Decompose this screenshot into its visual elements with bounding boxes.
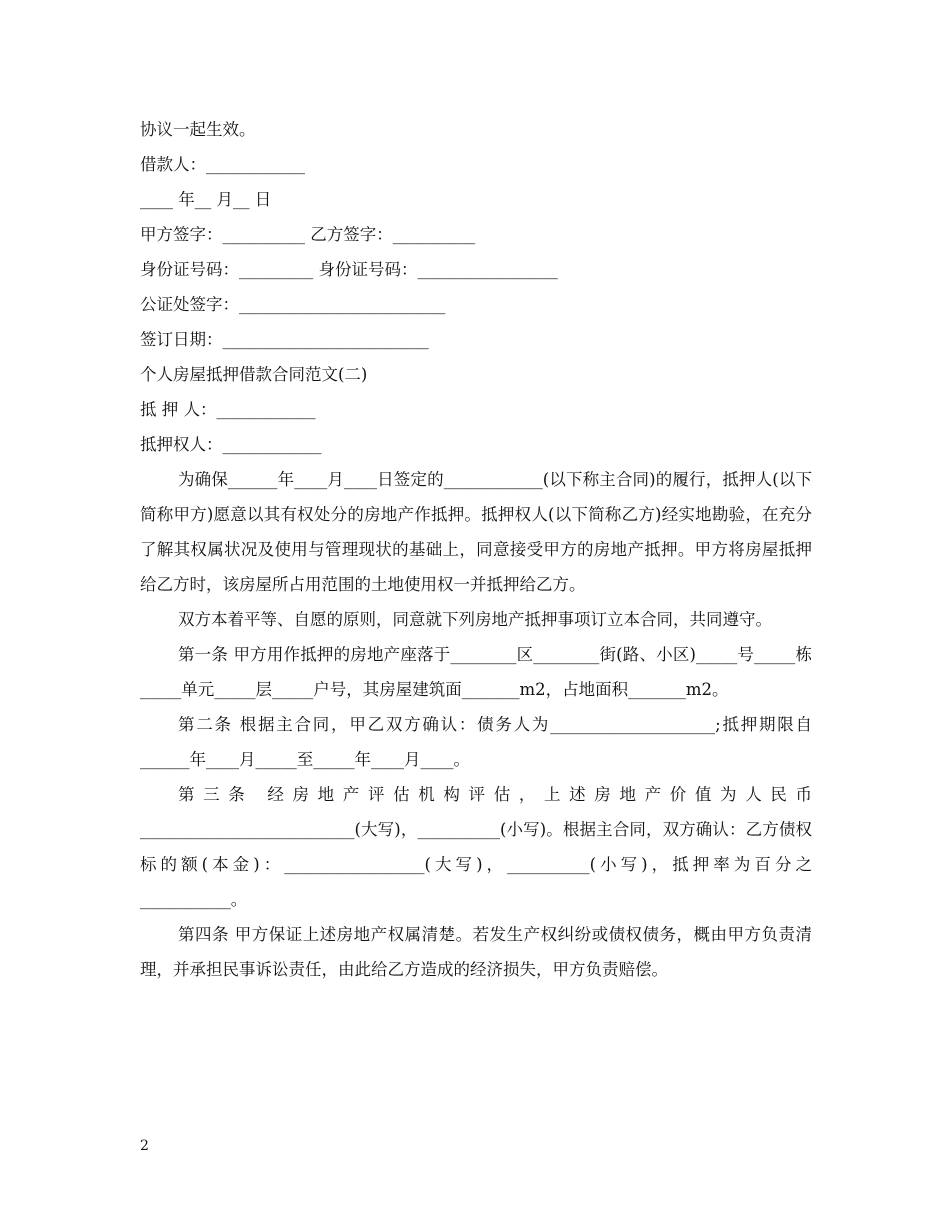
article-3: 第三条 经房地产评估机构评估，上述房地产价值为人民币__________________________(大写)，__________(小写)。根据主合同，双方确认：乙方债权标的额(本金)：_________________(大写)，__________(小写)，抵押率为百分之___________。 <box>140 785 812 909</box>
mortgagee-line: 抵押权人：____________ <box>140 435 322 454</box>
paragraph: 为确保______年____月____日签定的____________(以下称主合同)的履行，抵押人(以下简称甲方)愿意以其有权处分的房地产作抵押。抵押权人(以下简称乙方)经实地勘验，在充分了解其权属状况及使用与管理现状的基础上，同意接受甲方的房地产抵押。甲方将房屋抵押给乙方时，该房屋所占用范围的土地使用权一并抵押给乙方。 <box>140 470 812 594</box>
article-1: 第一条 甲方用作抵押的房地产座落于________区________街(路、小区)_____号_____栋_____单元_____层_____户号，其房屋建筑面_______m2，占地面积_______m2。 <box>140 645 812 699</box>
article-4: 第四条 甲方保证上述房地产权属清楚。若发生产权纠纷或债权债务，概由甲方负责清理，并承担民事诉讼责任，由此给乙方造成的经济损失，甲方负责赔偿。 <box>140 925 812 979</box>
page-number: 2 <box>140 1138 149 1154</box>
borrower-line: 借款人：____________ <box>140 155 305 174</box>
id-number-line: 身份证号码：_________ 身份证号码：_________________ <box>140 260 558 279</box>
document-body <box>140 112 812 987</box>
notary-signature-line: 公证处签字：_________________________ <box>140 295 446 314</box>
text-line: 协议一起生效。 <box>140 120 256 139</box>
signing-date-line: 签订日期：_________________________ <box>140 330 429 349</box>
signature-line: 甲方签字：__________ 乙方签字：__________ <box>140 225 476 244</box>
paragraph: 双方本着平等、自愿的原则，同意就下列房地产抵押事项订立本合同，共同遵守。 <box>178 610 772 629</box>
date-line: ____ 年__ 月__ 日 <box>140 190 272 209</box>
article-2: 第二条 根据主合同，甲乙双方确认：债务人为____________________;抵押期限自______年____月_____至_____年____月____。 <box>140 715 812 769</box>
section-title: 个人房屋抵押借款合同范文(二) <box>140 365 368 384</box>
mortgagor-line: 抵 押 人：____________ <box>140 400 316 419</box>
